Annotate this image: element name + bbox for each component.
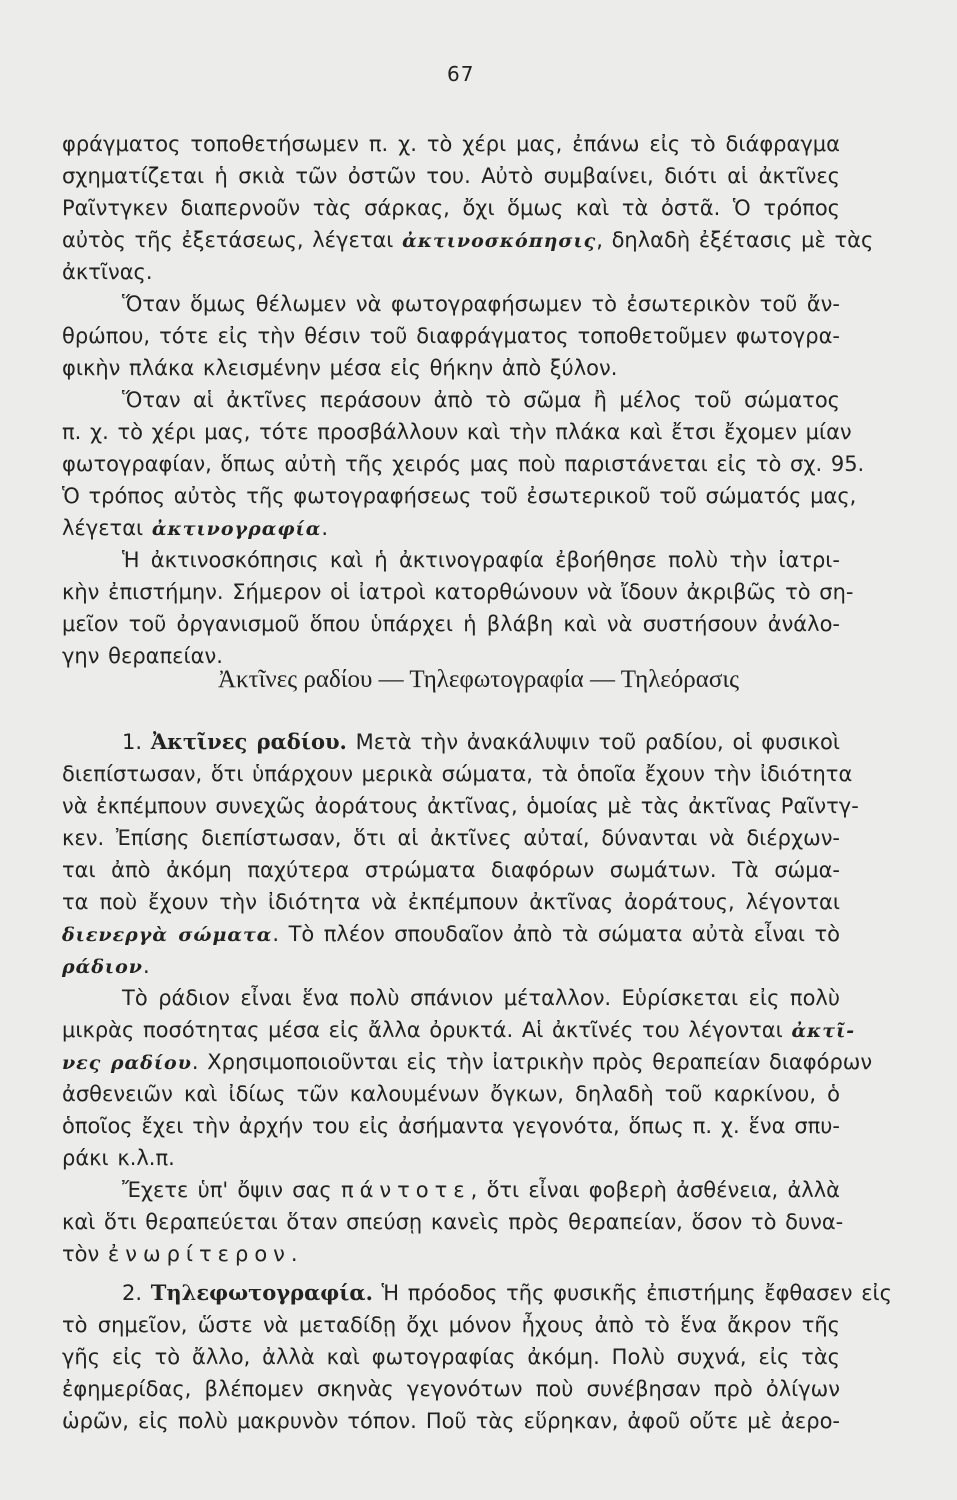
emphasis-term: ράδιον [62, 956, 143, 978]
text-line: κεν. Ἐπίσης διεπίστωσαν, ὅτι αἱ ἀκτῖνες αὐταί, δύνανται νὰ διέρχων- [62, 826, 840, 850]
text-line: ἀκτῖνας. [62, 260, 153, 284]
text-segment: τὸν [62, 1242, 108, 1266]
section-2-block [62, 1277, 892, 1437]
text-line: ἐφημερίδας, βλέπομεν σκηνὰς γεγονότων ποὺ συνέβησαν πρὸ ὀλίγων [62, 1377, 840, 1401]
text-segment: . Τὸ πλέον σπουδαῖον ἀπὸ τὰ σώματα αὐτὰ εἶναι τὸ [272, 922, 840, 946]
text-segment: Ἡ πρόοδος τῆς φυσικῆς ἐπιστήμης ἔφθασεν εἰς [372, 1281, 892, 1305]
text-line [62, 1238, 840, 1270]
spaced-emphasis: πάντοτε [340, 1178, 471, 1202]
text-segment: λέγεται [62, 516, 152, 540]
text-line [62, 726, 840, 758]
text-segment: . Χρησιμοποιοῦνται εἰς τὴν ἰατρικὴν πρὸς θεραπείαν διαφόρων [191, 1050, 873, 1074]
text-line: γῆς εἰς τὸ ἄλλο, ἀλλὰ καὶ φωτογραφίας ἀκόμη. Πολὺ συχνά, εἰς τὰς [62, 1345, 840, 1369]
section-heading: Τηλεφωτογραφία. [150, 1280, 373, 1305]
section-heading: Ἀκτῖνες ραδίου. [150, 729, 347, 754]
text-line: κὴν ἐπιστήμην. Σήμερον οἱ ἰατροὶ κατορθώνουν νὰ ἴδουν ἀκριβῶς τὸ ση- [62, 580, 854, 604]
page-number: 67 [447, 62, 475, 86]
text-segment: , ὅτι εἶναι φοβερὴ ἀσθένεια, ἀλλὰ [470, 1178, 840, 1202]
text-line: Ὁ τρόπος αὐτὸς τῆς φωτογραφήσεως τοῦ ἐσωτερικοῦ τοῦ σώματός μας, [62, 484, 857, 508]
text-line: ἀσθενειῶν καὶ ἰδίως τῶν καλουμένων ὄγκων, δηλαδὴ τοῦ καρκίνου, ὁ [62, 1082, 840, 1106]
section-number: 2. [122, 1281, 143, 1305]
text-line: καὶ ὅτι θεραπεύεται ὅταν σπεύσῃ κανεὶς πρὸς θεραπείαν, ὅσον τὸ δυνα- [62, 1210, 844, 1234]
text-line [62, 1174, 840, 1206]
text-line: διεπίστωσαν, ὅτι ὑπάρχουν μερικὰ σώματα, τὰ ὁποῖα ἔχουν τὴν ἰδιότητα [62, 762, 853, 786]
text-segment: μικρὰς ποσότητας μέσα εἰς ἄλλα ὀρυκτά. Αἱ ἀκτῖνές του λέγονται [62, 1018, 792, 1042]
emphasis-term: ἀκτινοσκόπησις [402, 230, 597, 252]
text-line: ράκι κ.λ.π. [62, 1146, 175, 1170]
text-line [62, 1277, 892, 1309]
text-segment: . [290, 1242, 298, 1266]
intro-text-block [62, 128, 874, 672]
text-segment: , δηλαδὴ ἐξέτασις μὲ τὰς [596, 228, 874, 252]
text-line: Ραῖντγκεν διαπερνοῦν τὰς σάρκας, ὄχι ὅμως καὶ τὰ ὀστᾶ. Ὁ τρόπος [62, 196, 840, 220]
text-line: ται ἀπὸ ἀκόμη παχύτερα στρώματα διαφόρων σωμάτων. Τὰ σώμα- [62, 858, 840, 882]
text-line: Ὅταν αἱ ἀκτῖνες περάσουν ἀπὸ τὸ σῶμα ἢ μέλος τοῦ σώματος [122, 388, 840, 412]
text-line: τα ποὺ ἔχουν τὴν ἰδιότητα νὰ ἐκπέμπουν ἀκτῖνας ἀοράτους, λέγονται [62, 890, 840, 914]
text-line: Ὅταν ὅμως θέλωμεν νὰ φωτογραφήσωμεν τὸ ἐσωτερικὸν τοῦ ἄν- [122, 292, 840, 316]
text-line: μεῖον τοῦ ὀργανισμοῦ ὅπου ὑπάρχει ἡ βλάβη καὶ νὰ συστήσουν ἀνάλο- [62, 612, 840, 636]
text-line: Τὸ ράδιον εἶναι ἕνα πολὺ σπάνιον μέταλλον. Εὑρίσκεται εἰς πολὺ [122, 986, 840, 1010]
text-line [62, 512, 840, 544]
emphasis-term: ἀκτῖ- [791, 1020, 856, 1042]
emphasis-term: ἀκτινογραφία [151, 518, 322, 540]
text-line: ὁποῖος ἔχει τὴν ἀρχήν του εἰς ἀσήμαντα γεγονότα, ὅπως π. χ. ἕνα σπυ- [62, 1114, 840, 1138]
text-line [62, 224, 874, 256]
text-line: φικὴν πλάκα κλεισμένην μέσα εἰς θήκην ἀπὸ ξύλον. [62, 356, 618, 380]
text-line: ὡρῶν, εἰς πολὺ μακρυνὸν τόπον. Ποῦ τὰς εὕρηκαν, ἀφοῦ οὔτε μὲ ἀερο- [62, 1409, 840, 1433]
text-segment: . [142, 954, 150, 978]
text-line [62, 1046, 873, 1078]
text-segment: Μετὰ τὴν ἀνακάλυψιν τοῦ ραδίου, οἱ φυσικοὶ [346, 730, 840, 754]
text-segment: Ἔχετε ὑπ' ὄψιν σας [122, 1178, 341, 1202]
text-line: σχηματίζεται ἡ σκιὰ τῶν ὀστῶν του. Αὐτὸ συμβαίνει, διότι αἱ ἀκτῖνες [62, 164, 840, 188]
text-line: νὰ ἐκπέμπουν συνεχῶς ἀοράτους ἀκτῖνας, ὁμοίας μὲ τὰς ἀκτῖνας Ραῖντγ- [62, 794, 859, 818]
text-line: γην θεραπείαν. [62, 644, 223, 668]
emphasis-term: νες ραδίου [62, 1052, 192, 1074]
emphasis-term: διενεργὰ σώματα [62, 924, 273, 946]
text-line: Ἡ ἀκτινοσκόπησις καὶ ἡ ἀκτινογραφία ἐβοήθησε πολὺ τὴν ἰατρι- [122, 548, 840, 572]
section-number: 1. [122, 730, 143, 754]
text-segment: . [321, 516, 329, 540]
text-line: π. χ. τὸ χέρι μας, τότε προσβάλλουν καὶ τὴν πλάκα καὶ ἔτσι ἔχομεν μίαν [62, 420, 852, 444]
text-line [62, 918, 840, 950]
text-line [62, 1014, 856, 1046]
section-title: Ἀκτῖνες ραδίου — Τηλεφωτογραφία — Τηλεόρασις [218, 666, 739, 693]
spaced-emphasis: ἐνωρίτερον [107, 1242, 291, 1266]
text-line [62, 950, 840, 982]
text-line: φωτογραφίαν, ὅπως αὐτὴ τῆς χειρός μας ποὺ παριστάνεται εἰς τὸ σχ. 95. [62, 452, 865, 476]
text-line: φράγματος τοποθετήσωμεν π. χ. τὸ χέρι μας, ἐπάνω εἰς τὸ διάφραγμα [62, 132, 840, 156]
text-line: θρώπου, τότε εἰς τὴν θέσιν τοῦ διαφράγματος τοποθετοῦμεν φωτογρα- [62, 324, 840, 348]
section-1-block [62, 726, 873, 1270]
text-segment: αὐτὸς τῆς ἐξετάσεως, λέγεται [62, 228, 403, 252]
text-line: τὸ σημεῖον, ὥστε νὰ μεταδίδῃ ὄχι μόνον ἦχους ἀπὸ τὸ ἕνα ἄκρον τῆς [62, 1313, 840, 1337]
